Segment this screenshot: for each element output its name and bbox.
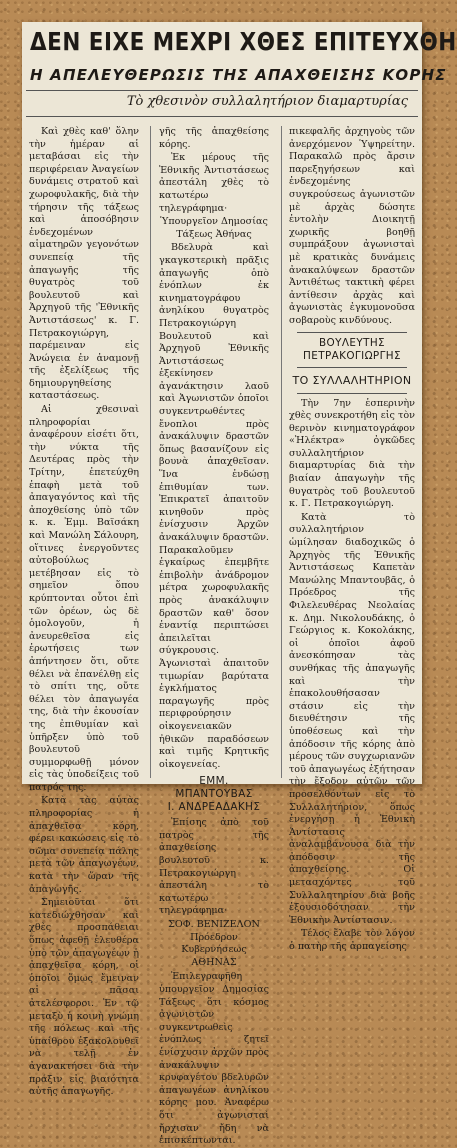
newspaper-clipping	[22, 22, 457, 1147]
paragraph: Ἐπιλεγραφῆθη ὑπουργεῖον Δημοσίας Τάξεως ὅτι κόσμος ἀγωνιστῶν συγκεντρωθεὶς ἐνόπλως ζητεῖ ἐνίσχυσιν ἀρχῶν πρὸς ἀνακάλυψιν κρυφαγέτου βδελυρῶν ἀπαγωγέων ἀνηλίκου κόρης μου. Ἀναφέρω ὅτι ἀγωνισταὶ ἤρχισαν ἤδη νὰ ἐπισκέπτωνται.	[159, 971, 269, 1147]
telegram-recipient: ΣΟΦ. ΒΕΝΙΖΕΛΟΝ Πρόεδρον Κυβερνήσεως ΑΘΗΝΑΣ	[168, 919, 260, 968]
column-divider	[281, 126, 282, 778]
article-column-3	[286, 126, 418, 953]
paragraph: Σημειοῦται ὅτι κατεδιώχθησαν καὶ χθὲς προσπάθειαι ὅπως ἀφεθῇ ἐλευθέρα ὑπὸ τῶν ἀπαγωγέων ἡ ἀπαχθεῖσα κόρη, οἱ ὁποῖοι ὅμως ἔμειναν αἱ πᾶσαι ἀτελέσφοροι. Ἐν τῷ μεταξὺ ἡ κοινὴ γνώμη τῆς πόλεως καὶ τῆς ὑπαίθρου ἐξακολουθεῖ νὰ τελῇ ἐν ἀγανακτήσει διὰ τὴν πράξιν εἰς βιαιότητα αὐτῆς ἀπαγωγῆς.	[29, 897, 139, 1098]
paragraph: Καὶ χθὲς καθ' ὅλην τὴν ἡμέραν αἱ μεταβάσαι εἰς τὴν περιφέρειαν Ἀναγείων δυνάμεις στρατοῦ καὶ χωροφυλακῆς, διὰ τὴν τήρησιν τῆς τάξεως καὶ ἀποσόβησιν ἐνδεχομένων αἱματηρῶν γεγονότων συνεπείᾳ τῆς ἀπαγωγῆς τῆς θυγατρὸς τοῦ βουλευτοῦ καὶ Ἀρχηγοῦ τῆς 'Ἐθνικῆς Ἀντιστάσεως' κ. Γ. Πετρακογιώργη, παρέμειναν εἰς Ἀνώγεια ἐν ἀναμονῇ τῆς ἐξελίξεως τῆς δημιουργηθείσης καταστάσεως.	[29, 126, 139, 402]
section-heading-rally: ΤΟ ΣΥΛΛΑΛΗΤΗΡΙΟΝ	[292, 373, 412, 387]
paragraph: Κατὰ τὸ συλλαλητήριον ὡμίλησαν διαδοχικῶς ὁ Ἀρχηγὸς τῆς Ἐθνικῆς Ἀντιστάσεως Καπετὰν Μανώλης Μπαντουβᾶς, ὁ Πρόεδρος τῆς Φιλελευθέρας Νεολαίας κ. Δημ. Νικολουδάκης, ὁ Γεώργιος κ. Κοκολάκης, οἱ ὁποῖοι ἀφοῦ ἀνεσκόπησαν τὰς συνθήκας τῆς ἀπαγωγῆς καὶ τὴν ἐπακολουθήσασαν στάσιν εἰς τὴν διευθέτησιν τῆς ὑποθέσεως καὶ τὴν ἀπόδοσιν τῆς κόρης ἀπὸ μέρους τῶν συγχωριανῶν τοῦ ἀπαγωγέως ἐξήτησαν τὴν ἔξοδον αὐτῶν τῶν προσελθόντων εἰς τὸ Συλλαλητήριον, ὅπως ἐνεργήσῃ ἡ Ἐθνικὴ Ἀντίστασις ἀναλαμβάνουσα διὰ τὴν ἀπόδοσιν τῆς ἀπαχθείσης. Οἱ μετασχόντες τοῦ Συλλαλητηρίου διὰ βοῆς ἐξουσιοδότησαν τὴν Ἐθνικὴν Ἀντίστασιν.	[289, 511, 416, 926]
headline-main: ΔΕΝ ΕΙΧΕ ΜΕΧΡΙ ΧΘΕΣ ΕΠΙΤΕΥΧΘΗ	[30, 28, 457, 57]
signature-deputy: ΒΟΥΛΕΥΤΗΣ ΠΕΤΡΑΚΟΓΙΩΡΓΗΣ	[303, 336, 401, 362]
section-rule	[297, 367, 407, 368]
paragraph: Ἐπίσης ἀπὸ τοῦ πατρὸς τῆς ἀπαχθείσης βουλευτοῦ κ. Πετρακογιώργη ἀπεστάλη τὸ κατωτέρω τηλεγράφημα·	[159, 817, 269, 917]
paragraph: Αἱ χθεσιναὶ πληροφορίαι ἀναφέρουν εἰσέτι ὅτι, τὴν νύκτα τῆς Δευτέρας πρὸς τὴν Τρίτην, ἐπετεύχθη ἐπαφὴ μετὰ τοῦ ἀπαγαγόντος καὶ τῆς ἀποχθείσης ὑπὸ τῶν κ. κ. Ἐμμ. Βαϊσάκη καὶ Μανώλη Σάλουρη, οἵτινες ἐνεργοῦντες αὐτοβούλως μετέβησαν εἰς τὸ σημεῖον ὅπου κρύπτονται οὗτοι ἐπὶ τῶν ὀρέων, ὡς δὲ ὁμολογοῦν, ἡ ἀνευρεθεῖσα εἰς ἐρωτήσεις των ἀπήντησεν ὅτι, οὔτε θέλει νὰ ἐπανέλθῃ εἰς τὸ σπίτι της, οὔτε θέλει τὸν ἀπαγωγέα της, διὰ τὴν ἑκουσίαν της ἐπιθυμίαν καὶ ὑπῆρξεν ὑπὸ τοῦ βουλευτοῦ συμμορφωθῇ μόνον εἰς τὰς ὑποδείξεις τοῦ πατρός της.	[29, 404, 139, 793]
paragraph: Βδελυρὰ καὶ γκαγκστερικὴ πρᾶξις ἀπαγωγῆς ὁπὸ ἐνόπλων ἐκ κινηματογράφου ἀνηλίκου θυγατρὸς Πετρακογιώργη Βουλευτοῦ καὶ Ἀρχηγοῦ Ἐθνικῆς Ἀντιστάσεως ἐξεκίνησεν ἀγανάκτησιν λαοῦ καὶ Ἀγωνιστῶν ὁποῖοι συγκεντρωθέντες ἔνοπλοι πρὸς ἀνακάλυψιν δραστῶν ὅπως βασανίζουν εἰς βουνὰ ἀπαχθεῖσαν. Ἵνα ἐνδώσῃ ἐπιθυμίαν των. Ἐπικρατεῖ ἀπαιτοῦν κινηθοῦν πρὸς ἐνίσχυσιν Ἀρχῶν ἀνακάλυψιν δραστῶν. Παρακαλοῦμεν ἐγκαίρως ἐπεμβῆτε ἐπιβολὴν ἀνάδρομον μέτρα χωροφυλακῆς πρὸς ἀνακάλυψιν δραστῶν καθ' ὅσον ἐναντίᾳ περιπτώσει ἀπειλεῖται σύγκρουσις. Ἀγωνισταὶ ἀπαιτοῦν τιμωρίαν βαρύτατα ἐγκλήματος παραγωγῆς πρὸς περιφρούρησιν οἰκογενειακῶν ἠθικῶν παραδόσεων καὶ τιμῆς Κρητικῆς οἰκογενείας.	[159, 242, 269, 770]
headline-rule	[26, 90, 418, 91]
paragraph: Ἐκ μέρους τῆς Ἐθνικῆς Ἀντιστάσεως ἀπεστάλη χθὲς τὸ κατωτέρω τηλεγράφημα·	[159, 152, 269, 214]
subheadline: Τὸ χθεσινὸν συλλαλητήριον διαμαρτυρίας	[126, 94, 408, 109]
article-column-1	[26, 126, 142, 1098]
paragraph: Τέλος ἔλαβε τὸν λόγον ὁ πατὴρ τῆς ἀρπαγείσης	[289, 928, 415, 953]
telegram-address: Ὑπουργεῖον Δημοσίας Τάξεως Ἀθήνας	[160, 216, 268, 240]
telegram-signatories: ΕΜΜ. ΜΠΑΝΤΟΥΒΑΣ Ι. ΑΝΔΡΕΑΔΑΚΗΣ	[167, 775, 261, 814]
section-rule	[297, 332, 407, 333]
column-divider	[150, 126, 151, 778]
paragraph: Τὴν 7ην ἑσπερινὴν χθὲς συνεκροτήθη εἰς τὸν θερινὸν κινηματογράφον «Ἠλέκτρα» ὀγκῶδες συλλαλητήριον διαμαρτυρίας διὰ τὴν βιαίαν ἀπαγωγὴν τῆς θυγατρὸς τοῦ βουλευτοῦ κ. Γ. Πετρακογιώργη.	[289, 397, 415, 510]
article-column-2	[156, 126, 272, 1147]
subhead-rule	[26, 116, 418, 117]
paragraph: πικεφαλῆς ἀρχηγοὺς τῶν ἀνερχόμενον Ὑψηρείτην. Παρακαλῶ πρὸς ἄρσιν παρεξηγήσεων καὶ ἐνδεχομένης συγκρούσεως ἀγωνιστῶν μὲ ἀρχὰς δώσητε ἐντολὴν Διοικητῇ χωρικῆς βοηθῇ συμπράξουν ἀγωνισταὶ μὲ κρατικὰς δυνάμεις ἀνακαλύψεων δραστῶν Ἀντιθέτως τακτικὴ φέρει ἀντίθεσιν ἀρχὰς καὶ ἀγωνιστὰς ἐγκυμονοῦσα σοβαροὺς κινδύνους.	[289, 126, 415, 326]
paragraph: Κατὰ τὰς αὐτὰς πληροφορίας ἡ ἀπαχθεῖσα κόρη, φέρει κακώσεις εἰς τὸ σῶμα συνεπείᾳ πάλης μετὰ τῶν ἀπαγωγέων, κατὰ τὴν ὥραν τῆς ἀπαγωγῆς.	[29, 795, 139, 895]
section-rule	[297, 393, 407, 394]
headline-secondary: Η ΑΠΕΛΕΥΘΕΡΩΣΙΣ ΤΗΣ ΑΠΑΧΘΕΙΣΗΣ ΚΟΡΗΣ	[30, 66, 447, 84]
paragraph: γῆς τῆς ἀπαχθείσης κόρης.	[159, 126, 269, 150]
